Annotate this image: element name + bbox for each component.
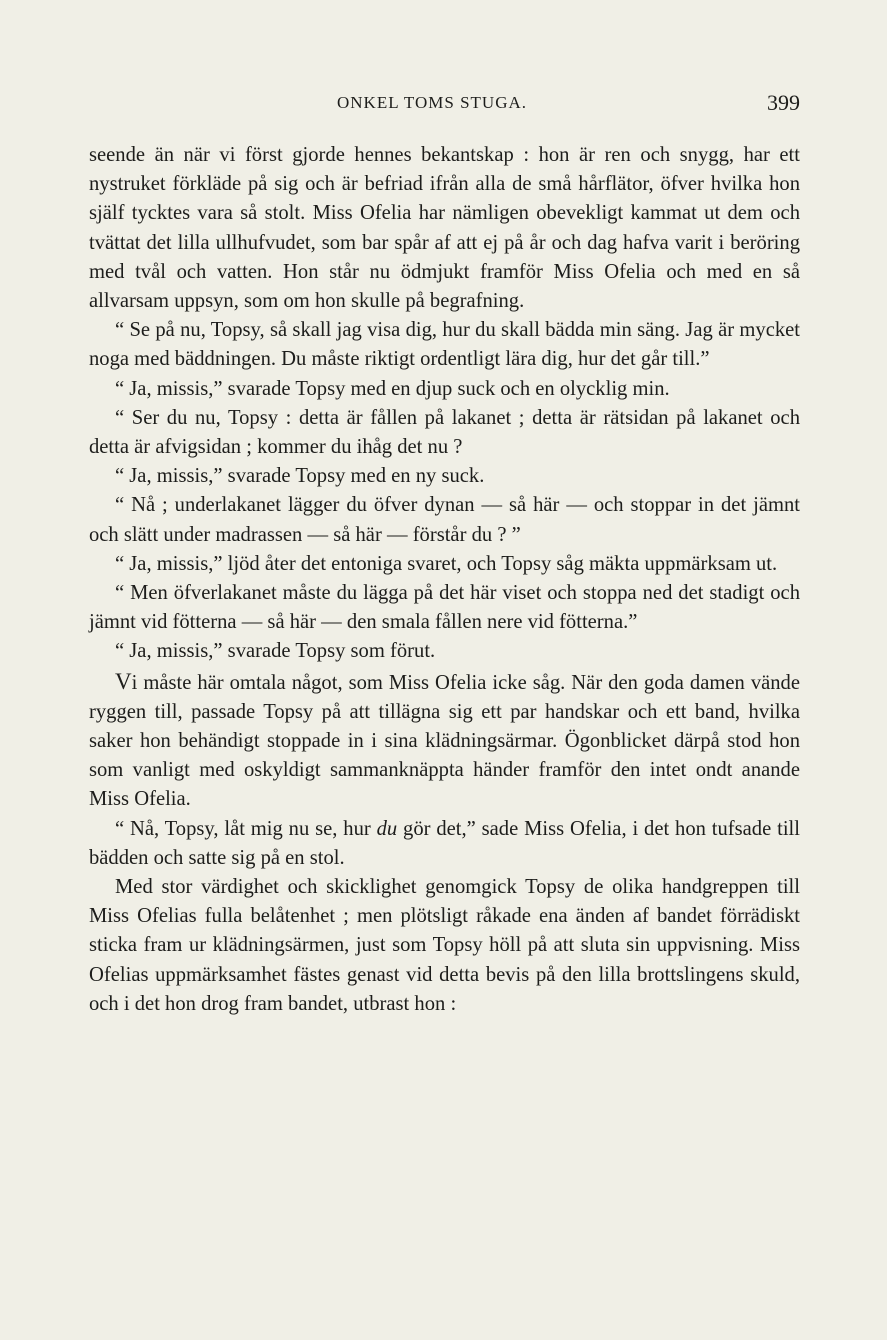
paragraph: “ Nå ; underlakanet lägger du öfver dynan — så här — och stoppar in det jämnt och slätt under madrassen — så här — förstår du ? ”	[89, 494, 800, 546]
paragraph	[89, 815, 800, 873]
paragraph: “ Ja, missis,” svarade Topsy med en djup suck och en olycklig min.	[115, 377, 670, 400]
paragraph: “ Se på nu, Topsy, så skall jag visa dig, hur du skall bädda min säng. Jag är mycket noga med bäddningen. Du måste riktigt ordentligt lära dig, hur det går till.”	[89, 319, 800, 371]
paragraph: Med stor värdighet och skicklighet genomgick Topsy de olika handgreppen till Miss Ofelias fulla belåtenhet ; men plötsligt råkade ena änden af bandet förrädiskt sticka fram ur klädningsärmen, just som Topsy höll på att sluta sin uppvisning. Miss Ofelias uppmärksamhet fästes genast vid detta bevis på den lilla brottslingens skuld, och i det hon drog fram bandet, utbrast hon :	[89, 876, 800, 1015]
emphasis-text: du	[376, 817, 398, 840]
paragraph-text: “ Nå, Topsy, låt mig nu se, hur	[115, 817, 377, 840]
paragraph: “ Ja, missis,” svarade Topsy med en ny suck.	[115, 465, 485, 488]
paragraph: “ Ja, missis,” svarade Topsy som förut.	[115, 640, 436, 663]
body-text	[89, 141, 800, 1019]
paragraph: “ Men öfverlakanet måste du lägga på det här viset och stoppa ned det stadigt och jämnt vid fötterna — så här — den smala fållen nere vid fötterna.”	[89, 582, 800, 634]
paragraph: seende än när vi först gjorde hennes bekantskap : hon är ren och snygg, har ett nystruket förkläde på sig och är befriad ifrån alla de små hårflätor, öfver hvilka hon själf tycktes vara så stolt. Miss Ofelia har nämligen obevekligt kammat ut dem och tvättat det lilla ullhufvudet, som bar spår af att ej på år och dag hafva varit i beröring med tvål och vatten. Hon står nu ödmjukt framför Miss Ofelia och med en så allvarsam uppsyn, som om hon skulle på begrafning.	[89, 144, 800, 313]
paragraph: Vi måste här omtala något, som Miss Ofelia icke såg. När den goda damen vände ryggen till, passade Topsy på att tillägna sig ett par handskar och ett band, hvilka saker hon behändigt stoppade in i sina klädningsärmar. Ögonblicket därpå stod hon som vanligt med oskyldigt sammanknäppta händer framför den intet ondt anande Miss Ofelia.	[89, 668, 800, 811]
page-number: 399	[767, 90, 800, 115]
paragraph-text: gör det,” sade Miss Ofelia, i det hon tufsade till bädden och satte sig på en stol.	[89, 817, 800, 869]
running-header	[89, 90, 800, 122]
running-title: ONKEL TOMS STUGA.	[337, 93, 528, 112]
paragraph: “ Ser du nu, Topsy : detta är fållen på lakanet ; detta är rätsidan på lakanet och detta är afvigsidan ; kommer du ihåg det nu ?	[89, 406, 800, 459]
paragraph: “ Ja, missis,” ljöd åter det entoniga svaret, och Topsy såg mäkta uppmärksam ut.	[115, 552, 778, 575]
